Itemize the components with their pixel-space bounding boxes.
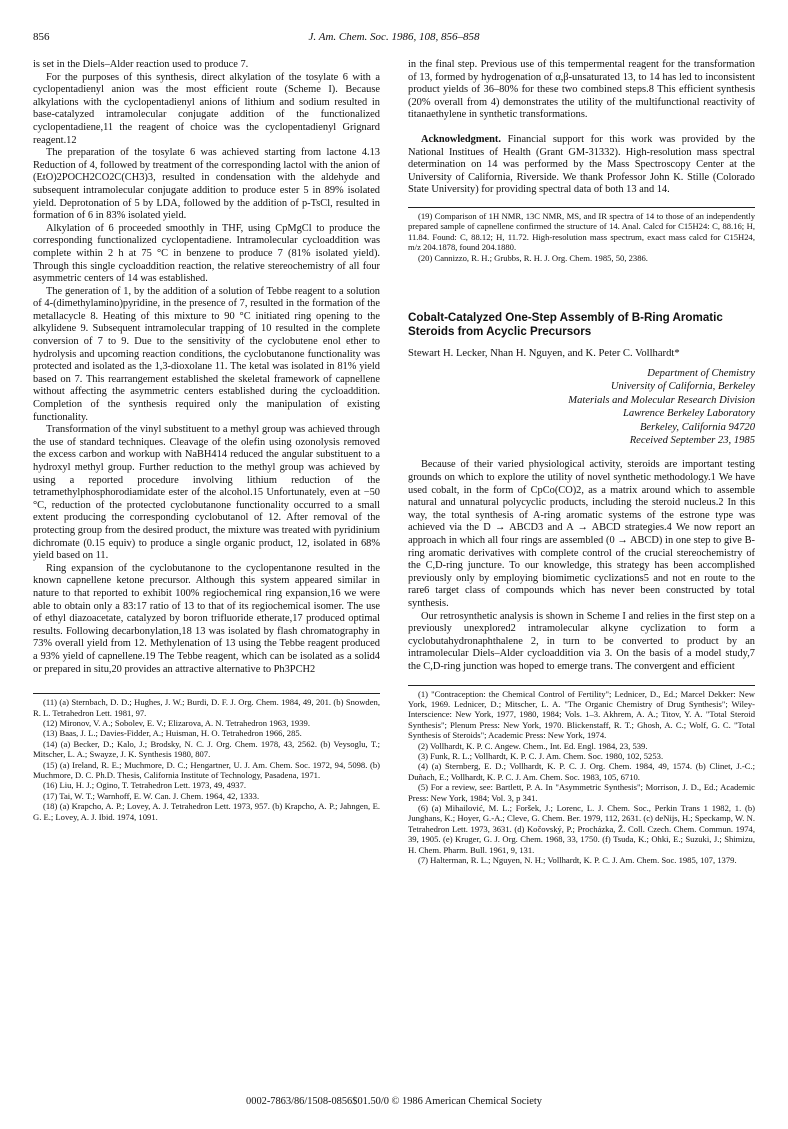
footnote: (15) (a) Ireland, R. E.; Muchmore, D. C.; Hengartner, U. J. Am. Chem. Soc. 1972, 94, 5098. (b) Muchmore, D. C. Ph.D. Thesis, California Institute of Technology, Pasadena, 1971. bbox=[33, 759, 380, 780]
footnote: (18) (a) Krapcho, A. P.; Lovey, A. J. Tetrahedron Lett. 1973, 957. (b) Krapcho, A. P.; Jahngen, E. G. E.; Lovey, A. J. Ibid. 1974, 1091. bbox=[33, 801, 380, 822]
footnote: (6) (a) Mihailović, M. L.; Foršek, J.; Lorenc, L. J. Chem. Soc., Perkin Trans 1 1982, 1. (b) Junghans, K.; Hoyer, G.-A.; Cleve, G. Chem. Ber. 1979, 112, 2631. (c) deNijs, H.; Speckamp, W. N. Tetrahedron Lett. 1973, 3631. (d) Kočovský, P.; Procházka, Ž. Coll. Czech. Chem. Commun. 1974, 39, 1905. (e) Kruger, G. J. Org. Chem. 1968, 33, 1750. (f) Tsuda, K.; Ohki, E.; Suzuki, J.; Shimizu, H. Chem. Pharm. Bull. 1961, 9, 131. bbox=[408, 802, 755, 855]
received-date: Received September 23, 1985 bbox=[629, 435, 755, 446]
footnote: (11) (a) Sternbach, D. D.; Hughes, J. W.; Burdi, D. F. J. Org. Chem. 1984, 49, 201. (b) Snowden, R. L. Tetrahedron Lett. 1981, 97. bbox=[33, 697, 380, 718]
paragraph: For the purposes of this synthesis, direct alkylation of the tosylate 6 with a cyclopentadienyl anion was the most efficient route (Scheme I). Because alkylations with the cyclopentadienyl anions of lithium and sodium resulted in base-catalyzed intramolecular conjugate addition of the functionalized cyclopentadiene,11 the reagent of choice was the cyclopentadienyl Grignard reagent.12 bbox=[33, 71, 380, 146]
paragraph: Transformation of the vinyl substituent to a methyl group was achieved through the use of standard techniques. Cleavage of the olefin using ozonolysis removed the excess carbon and workup with NaBH414 reduced the angular substituent to a hydroxyl methyl group. Further reduction to the methyl group was achieved by using a reported procedure involving lithium reduction of the tetramethylphosphorodiamidate ester of the alcohol.15 Unfortunately, even at −50 °C, reduction of the protected cyclobutanone functionality occurred to a small extent producing the corresponding cyclobutanol of 12. After removal of the protecting group from the desired product, the mixture was treated with pyridinium dichromate (0.15 equiv) to produce a single organic product, 12, isolated in 68% yield based on 11. bbox=[33, 424, 380, 562]
paragraph: Because of their varied physiological activity, steroids are important testing grounds on which to explore the utility of novel synthetic methodology.1 We have used cobalt, in the form of CpCo(CO)2, as a matrix around which to assemble natural and unnatural polycyclic products, including the steroid nucleus.2 In this way, the total synthesis of A-ring aromatic systems of the estrone type was achieved via the D → ABCD3 and A → ABCD strategies.4 We now report an approach in which all four rings are assembled (0 → ABCD) in one step to give B-ring aromatic derivatives with complete control of the crucial stereochemistry of the C,D-ring juncture. To our knowledge, this strategy has been accomplished previously only by employing biomimetic cyclizations5 and not en route to the rare6 target class of compounds which has never been constructed by total synthesis. bbox=[408, 459, 755, 609]
footnotes-left bbox=[33, 697, 380, 822]
footnote: (4) (a) Sternberg, E. D.; Vollhardt, K. P. C. J. Org. Chem. 1984, 49, 1574. (b) Clinet, J.-C.; Duñach, E.; Vollhardt, K. P. C. J. Am. Chem. Soc. 1983, 105, 6710. bbox=[408, 761, 755, 782]
affiliation-line: Berkeley, California 94720 bbox=[639, 421, 755, 433]
page-number: 856 bbox=[33, 31, 50, 43]
copyright-footer: 0002-7863/86/1508-0856$01.50/0 © 1986 American Chemical Society bbox=[246, 1096, 542, 1107]
acknowledgment-heading: Acknowledgment. bbox=[421, 133, 501, 145]
running-header bbox=[33, 31, 755, 45]
footnote: (13) Baas, J. L.; Davies-Fidder, A.; Huisman, H. O. Tetrahedron 1966, 285. bbox=[43, 728, 302, 739]
footnote: (17) Tai, W. T.; Warnhoff, E. W. Can. J. Chem. 1964, 42, 1333. bbox=[43, 790, 260, 801]
paragraph: Our retrosynthetic analysis is shown in Scheme I and relies in the first step on a previously unexplored2 intramolecular alkyne cyclization to form a cyclobutahydronaphthalene 2, in turn to be converted to product by an intramolecular Diels–Alder cycloaddition via 3. On the basis of a model study,7 the C,D-ring junction was hoped to emerge trans. The convergent and efficient bbox=[408, 610, 755, 672]
footnotes-right bbox=[408, 689, 755, 866]
footnote: (5) For a review, see: Bartlett, P. A. In "Asymmetric Synthesis"; Morrison, J. D., Ed.; Academic Press: New York, 1984; Vol. 3, p 341. bbox=[408, 782, 755, 803]
paragraph: The preparation of the tosylate 6 was achieved starting from lactone 4.13 Reduction of 4, followed by treatment of the corresponding lactol with the anion of (EtO)2POCH2CO2C(CH3)3, resulted in condensation with the aldehyde and subsequent intramolecular conjugate addition to produce ester 5 in 89% isolated yield. Deprotonation of 5 by LDA, followed by the addition of p-TsCl, resulted in formation of 6 in 83% isolated yield. bbox=[33, 147, 380, 222]
footnote-divider bbox=[33, 693, 380, 694]
footnote-divider bbox=[408, 685, 755, 686]
right-column bbox=[408, 59, 755, 865]
paragraph: is set in the Diels–Alder reaction used to produce 7. bbox=[33, 59, 249, 70]
affiliation-line: Materials and Molecular Research Division bbox=[568, 394, 755, 406]
article-authors: Stewart H. Lecker, Nhan H. Nguyen, and K. Peter C. Vollhardt* bbox=[408, 347, 680, 359]
paragraph: Ring expansion of the cyclobutanone to the cyclopentanone resulted in the known capnellene ketone precursor. Although this system appeared similar in nature to that reported to exhibit 100% regiochemical ring expansion,16 we were able to obtain only a 83:17 ratio of 13 to that of its regiochemical isomer. The use of ethyl diazoacetate, catalyzed by boron trifluoride etherate,17 produced optimal results. Following decarbonylation,18 13 was isolated by flash chromatography in 73% overall yield from 12. Methylenation of 13 using the Tebbe reagent produced a 93% yield of capnellene.19 The Tebbe reagent, which can be isolated as a solid4 or prepared in situ,20 provides an attractive alternative to Ph3PCH2 bbox=[33, 562, 380, 675]
left-column bbox=[33, 59, 380, 822]
acknowledgment-body: Financial support for this work was provided by the National Institues of Health (Grant GM-31332). High-resolution mass spectral determination on 14 was performed by the Mass Spectroscopy Center at the University of California, Riverside. We thank Professor John K. Stille (Colorado State University) for providing spectral data of both 13 and 14. bbox=[408, 133, 755, 196]
footnote: (12) Mironov, V. A.; Sobolev, E. V.; Elizarova, A. N. Tetrahedron 1963, 1939. bbox=[43, 717, 310, 728]
footnotes-right-top bbox=[408, 211, 755, 263]
article-title: Cobalt-Catalyzed One-Step Assembly of B-Ring Aromatic Steroids from Acyclic Precursors bbox=[408, 310, 723, 338]
affiliation-line: Lawrence Berkeley Laboratory bbox=[623, 408, 755, 420]
journal-citation: J. Am. Chem. Soc. 1986, 108, 856–858 bbox=[308, 31, 480, 43]
affiliation-line: Department of Chemistry bbox=[647, 367, 755, 379]
footnote: (2) Vollhardt, K. P. C. Angew. Chem., Int. Ed. Engl. 1984, 23, 539. bbox=[418, 740, 648, 751]
affiliation-line: University of California, Berkeley bbox=[610, 381, 755, 393]
paragraph: The generation of 1, by the addition of a solution of Tebbe reagent to a solution of 4-(dimethylamino)pyridine, in the presence of 7, resulted in the formation of the metallacycle 8. Heating of this mixture to 90 °C initiated ring opening to the alkylidene 9. Subsequent intramolecular trapping of 10 resulted in the complete conversion of 7 to 9. Due to the sensitivity of the cyclobutene enol ether to hydrolysis and upcoming reaction conditions, the cyclobutanone functionality was protected and isolated as the 1,3-dioxolane 11. The ketal was isolated in 81% yield based on 7. This rearrangement established the skeletal framework of capnellene without affecting the asymmetric centers established during the cycloaddition. Completion of the synthesis required only the manipulation of existing functionality. bbox=[33, 285, 380, 423]
footnote: (1) "Contraception: the Chemical Control of Fertility"; Lednicer, D., Ed.; Marcel Dekker: New York, 1969. Lednicer, D.; Mitscher, L. A. "The Organic Chemistry of Drug Synthesis"; Wiley-Interscience: New York, 1977, 1980, 1984; Vols. 1–3. Akhrem, A. A.; Titov, Y. A. "Total Steroid Synthesis"; Plenum Press: New York, 1970. Blickenstaff, R. T.; Ghosh, A. C.; Wolf, G. C. "Total Synthesis of Steroids"; Academic Press: New York, 1974. bbox=[408, 688, 755, 741]
acknowledgment bbox=[408, 134, 755, 197]
footnote: (7) Halterman, R. L.; Nguyen, N. H.; Vollhardt, K. P. C. J. Am. Chem. Soc. 1985, 107, 1379. bbox=[418, 855, 737, 865]
paragraph: in the final step. Previous use of this tempermental reagent for the transformation of 13, formed by hydrogenation of α,β-unsaturated 13, to 14 has led to inconsistent product yields of 36–80% for these two combined steps.8 This efficient synthesis (20% overall from 4) demonstrates the utility of the multifunctional reactivity of titanaethylene in synthetic transformations. bbox=[408, 59, 755, 121]
footnote: (3) Funk, R. L.; Vollhardt, K. P. C. J. Am. Chem. Soc. 1980, 102, 5253. bbox=[418, 750, 664, 761]
footnote: (14) (a) Becker, D.; Kalo, J.; Brodsky, N. C. J. Org. Chem. 1978, 43, 2562. (b) Veysoglu, T.; Mitscher, L. A.; Swayze, J. K. Synthesis 1980, 807. bbox=[33, 738, 380, 760]
footnote: (19) Comparison of 1H NMR, 13C NMR, MS, and IR spectra of 14 to those of an independently prepared sample of capnellene confirmed the structure of 14. Anal. Calcd for C15H24: C, 88.16; H, 11.84. Found: C, 88.12; H, 11.72. High-resolution mass spectrum, exact mass calcd for C15H24, m/z 204.1878, found 204.1880. bbox=[408, 210, 755, 253]
paragraph: Alkylation of 6 proceeded smoothly in THF, using CpMgCl to produce the corresponding functionalized cyclopentadiene. Intramolecular cycloaddition was complete within 2 h at 75 °C in benzene to produce 7 (81% isolated yield). Through this single cycloaddition reaction, the relative stereochemistry of all four asymmetric centers of 14 was established. bbox=[33, 222, 380, 285]
footnote-divider bbox=[408, 207, 755, 208]
footnote: (20) Cannizzo, R. H.; Grubbs, R. H. J. Org. Chem. 1985, 50, 2386. bbox=[418, 252, 648, 263]
footnote: (16) Liu, H. J.; Ogino, T. Tetrahedron Lett. 1973, 49, 4937. bbox=[43, 780, 246, 791]
author-affiliation bbox=[408, 367, 755, 447]
